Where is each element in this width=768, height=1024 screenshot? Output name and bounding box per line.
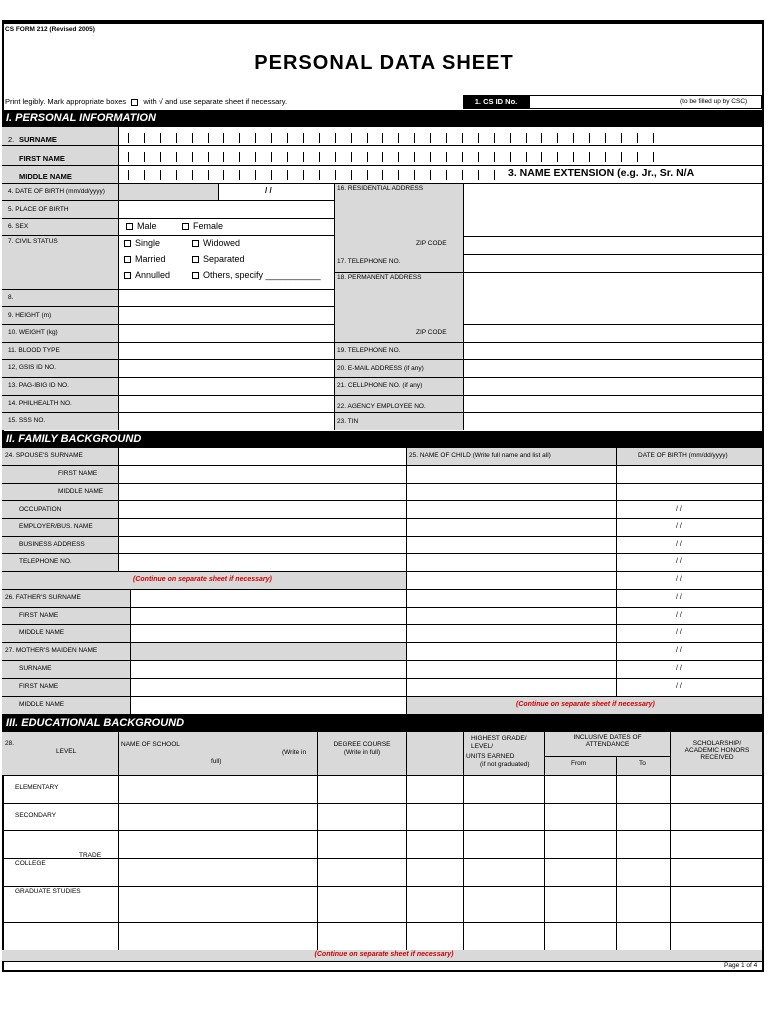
child-dob-header: DATE OF BIRTH (mm/dd/yyyy) bbox=[638, 452, 728, 459]
char-box-divider bbox=[144, 170, 145, 180]
char-box-divider bbox=[494, 152, 495, 162]
char-box-divider bbox=[128, 152, 129, 162]
page-number: Page 1 of 4 bbox=[724, 962, 758, 969]
page-title: PERSONAL DATA SHEET bbox=[254, 52, 514, 74]
char-box-divider bbox=[398, 152, 399, 162]
char-box-divider bbox=[271, 152, 272, 162]
char-box-divider bbox=[430, 152, 431, 162]
checkbox-icon[interactable] bbox=[124, 256, 131, 263]
instructions-prefix: Print legibly. Mark appropriate boxes bbox=[5, 97, 127, 106]
char-box-divider bbox=[192, 152, 193, 162]
char-box-divider bbox=[319, 133, 320, 143]
philhealth-label: 14. PHILHEALTH NO. bbox=[8, 400, 72, 407]
cs-married-option[interactable] bbox=[124, 254, 166, 264]
inclusive-dates-header: INCLUSIVE DATES OF ATTENDANCE bbox=[573, 734, 642, 748]
employer-label: EMPLOYER/BUS. NAME bbox=[19, 523, 93, 530]
grid-line bbox=[2, 589, 762, 590]
grid-line bbox=[544, 732, 545, 950]
char-box-divider bbox=[526, 133, 527, 143]
full-note: full) bbox=[211, 758, 222, 765]
level-header: LEVEL bbox=[56, 748, 77, 755]
char-box-divider bbox=[208, 133, 209, 143]
char-box-divider bbox=[494, 133, 495, 143]
char-box-divider bbox=[160, 133, 161, 143]
child-dob-value[interactable]: / / bbox=[676, 558, 682, 565]
char-box-divider bbox=[144, 152, 145, 162]
grid-line bbox=[2, 886, 762, 887]
grid-line bbox=[2, 803, 762, 804]
dob-label: 4. DATE OF BIRTH (mm/dd/yyyy) bbox=[8, 188, 105, 195]
char-box-divider bbox=[160, 170, 161, 180]
name-extension-value[interactable]: N/A bbox=[676, 167, 695, 179]
char-box-divider bbox=[367, 133, 368, 143]
cs-id-note: (to be filled up by CSC) bbox=[680, 98, 748, 105]
cs-annulled-label: Annulled bbox=[135, 270, 171, 280]
father-surname-label: 26. FATHER'S SURNAME bbox=[5, 594, 81, 601]
child-dob-value[interactable]: / / bbox=[676, 647, 682, 654]
char-box-divider bbox=[398, 133, 399, 143]
char-box-divider bbox=[510, 152, 511, 162]
char-box-divider bbox=[510, 133, 511, 143]
grid-line bbox=[2, 624, 762, 625]
char-box-divider bbox=[287, 170, 288, 180]
char-box-divider bbox=[303, 152, 304, 162]
first-name-label: FIRST NAME bbox=[19, 154, 65, 163]
char-box-divider bbox=[335, 170, 336, 180]
char-box-divider bbox=[541, 133, 542, 143]
grid-line bbox=[2, 571, 762, 572]
char-box-divider bbox=[573, 133, 574, 143]
char-box-divider bbox=[208, 170, 209, 180]
section-family-background: II. FAMILY BACKGROUND bbox=[2, 431, 762, 448]
grid-line bbox=[2, 642, 762, 643]
char-box-divider bbox=[446, 170, 447, 180]
spouse-telephone-label: TELEPHONE NO. bbox=[19, 558, 72, 565]
instructions bbox=[5, 97, 287, 106]
sss-label: 15. SSS NO. bbox=[8, 417, 46, 424]
char-box-divider bbox=[351, 133, 352, 143]
father-first-label: FIRST NAME bbox=[19, 612, 59, 619]
char-box-divider bbox=[589, 152, 590, 162]
level-secondary: SECONDARY bbox=[15, 812, 57, 819]
grid-line bbox=[2, 607, 762, 608]
res-address-label: 16. RESIDENTIAL ADDRESS bbox=[337, 185, 424, 192]
level-graduate: GRADUATE STUDIES bbox=[15, 888, 81, 895]
char-box-divider bbox=[462, 170, 463, 180]
checkbox-icon[interactable] bbox=[126, 223, 133, 230]
char-box-divider bbox=[414, 152, 415, 162]
char-box-divider bbox=[382, 152, 383, 162]
mother-maiden-label: 27. MOTHER'S MAIDEN NAME bbox=[5, 647, 98, 654]
degree-course-header: DEGREE COURSE bbox=[333, 741, 391, 748]
char-box-divider bbox=[176, 133, 177, 143]
char-box-divider bbox=[287, 152, 288, 162]
char-box-divider bbox=[414, 170, 415, 180]
highest-grade-header: HIGHEST GRADE/ bbox=[471, 735, 527, 742]
char-box-divider bbox=[239, 152, 240, 162]
personal-left-labels-bg bbox=[2, 184, 118, 430]
char-box-divider bbox=[446, 133, 447, 143]
grid-line bbox=[2, 660, 762, 661]
char-box-divider bbox=[462, 152, 463, 162]
char-box-divider bbox=[351, 170, 352, 180]
child-name-header: 25. NAME OF CHILD (Write full name and list all) bbox=[409, 452, 551, 459]
char-box-divider bbox=[303, 170, 304, 180]
child-dob-value[interactable]: / / bbox=[676, 612, 682, 619]
char-box-divider bbox=[367, 152, 368, 162]
gsis-label: 12, GSIS ID NO. bbox=[8, 364, 57, 371]
cs-widowed-label: Widowed bbox=[203, 238, 241, 248]
char-box-divider bbox=[367, 170, 368, 180]
year-graduated-header: YEAR GRADUATED bbox=[408, 727, 468, 734]
char-box-divider bbox=[271, 170, 272, 180]
grid-line bbox=[2, 536, 762, 537]
char-box-divider bbox=[239, 170, 240, 180]
grid-line bbox=[670, 732, 671, 950]
char-box-divider bbox=[255, 170, 256, 180]
cs-others-label: Others, specify ___________ bbox=[203, 270, 321, 280]
sex-male-label: Male bbox=[137, 221, 157, 231]
to-header: To bbox=[639, 760, 646, 767]
zip-code-label: ZIP CODE bbox=[416, 240, 447, 247]
checkbox-icon[interactable] bbox=[124, 240, 131, 247]
grid-line bbox=[2, 858, 762, 859]
instructions-suffix: and use separate sheet if necessary. bbox=[165, 97, 288, 106]
telephone17-label: 17. TELEPHONE NO. bbox=[337, 258, 401, 265]
char-box-divider bbox=[557, 133, 558, 143]
char-box-divider bbox=[223, 170, 224, 180]
char-box-divider bbox=[335, 133, 336, 143]
child-dob-value[interactable]: / / bbox=[676, 523, 682, 530]
cs-separated-option[interactable] bbox=[192, 254, 245, 264]
char-box-divider bbox=[605, 133, 606, 143]
cs-single-label: Single bbox=[135, 238, 161, 248]
char-box-divider bbox=[478, 170, 479, 180]
grid-line bbox=[2, 922, 762, 923]
num8-label: 8. bbox=[8, 294, 14, 301]
spouse-first-name-label: FIRST NAME bbox=[58, 470, 98, 477]
email-label: 20. E-MAIL ADDRESS (if any) bbox=[337, 365, 424, 372]
spouse-middle-name-label: MIDDLE NAME bbox=[58, 488, 104, 495]
cs-widowed-option[interactable] bbox=[192, 238, 240, 248]
char-box-divider bbox=[128, 170, 129, 180]
level-trade: TRADE bbox=[79, 852, 102, 859]
section-educational-background: III. EDUCATIONAL BACKGROUND bbox=[2, 715, 762, 732]
name-extension-label bbox=[508, 167, 694, 179]
grid-line bbox=[463, 732, 464, 950]
mother-first-label: FIRST NAME bbox=[19, 683, 59, 690]
char-box-divider bbox=[223, 152, 224, 162]
cs-id-label: 1. CS ID No. bbox=[463, 95, 529, 109]
char-box-divider bbox=[144, 133, 145, 143]
sex-male-option[interactable] bbox=[126, 221, 157, 231]
sex-female-option[interactable] bbox=[182, 221, 223, 231]
zip-code2-label: ZIP CODE bbox=[416, 329, 447, 336]
level-elementary: ELEMENTARY bbox=[15, 784, 59, 791]
char-box-divider bbox=[192, 133, 193, 143]
char-box-divider bbox=[478, 133, 479, 143]
char-box-divider bbox=[653, 152, 654, 162]
checkbox-icon[interactable] bbox=[192, 272, 199, 279]
cs-separated-label: Separated bbox=[203, 254, 245, 264]
height-label: 9. HEIGHT (m) bbox=[8, 312, 52, 319]
tin-label: 23. TIN bbox=[337, 418, 359, 425]
child-dob-value[interactable]: / / bbox=[676, 541, 682, 548]
char-box-divider bbox=[430, 170, 431, 180]
grid-line bbox=[2, 518, 762, 519]
char-box-divider bbox=[526, 152, 527, 162]
sex-female-label: Female bbox=[193, 221, 224, 231]
grid-line bbox=[406, 732, 407, 950]
char-box-divider bbox=[398, 170, 399, 180]
char-box-divider bbox=[621, 133, 622, 143]
cs-married-label: Married bbox=[135, 254, 166, 264]
char-box-divider bbox=[605, 152, 606, 162]
char-box-divider bbox=[382, 170, 383, 180]
char-box-divider bbox=[223, 133, 224, 143]
num28-label: 28. bbox=[5, 740, 15, 747]
section-personal-information: I. PERSONAL INFORMATION bbox=[2, 110, 762, 127]
dob-value[interactable]: / / bbox=[265, 186, 272, 195]
degree-write-note: (Write in full) bbox=[343, 749, 381, 756]
highest-level-header: LEVEL/ bbox=[471, 743, 494, 750]
occupation-label: OCCUPATION bbox=[19, 506, 62, 513]
checkbox-icon[interactable] bbox=[192, 256, 199, 263]
checkbox-icon[interactable] bbox=[182, 223, 189, 230]
grid-line bbox=[118, 732, 119, 950]
telephone19-label: 19. TELEPHONE NO. bbox=[337, 347, 401, 354]
checkbox-icon[interactable] bbox=[124, 272, 131, 279]
grid-line bbox=[2, 696, 762, 697]
units-earned-header: UNITS EARNED bbox=[466, 753, 515, 760]
middle-name-label: MIDDLE NAME bbox=[19, 172, 72, 181]
name-extension-text: 3. NAME EXTENSION (e.g. Jr., Sr. bbox=[508, 167, 674, 179]
char-box-divider bbox=[382, 133, 383, 143]
char-box-divider bbox=[255, 133, 256, 143]
char-box-divider bbox=[351, 152, 352, 162]
char-box-divider bbox=[303, 133, 304, 143]
from-header: From bbox=[571, 760, 587, 767]
char-box-divider bbox=[192, 170, 193, 180]
continue-education-note: (Continue on separate sheet if necessary) bbox=[314, 951, 454, 958]
mother-maiden-bg bbox=[130, 642, 406, 660]
child-dob-value[interactable]: / / bbox=[676, 683, 682, 690]
grid-line bbox=[317, 732, 318, 950]
grid-line bbox=[2, 500, 762, 501]
mother-middle-label: MIDDLE NAME bbox=[19, 701, 65, 708]
cellphone-label: 21. CELLPHONE NO. (if any) bbox=[337, 382, 423, 389]
sex-label: 6. SEX bbox=[8, 223, 29, 230]
agency-emp-label: 22. AGENCY EMPLOYEE NO. bbox=[337, 403, 426, 410]
grid-line bbox=[2, 553, 762, 554]
char-box-divider bbox=[176, 152, 177, 162]
grid-line bbox=[2, 775, 762, 776]
grid-line bbox=[2, 830, 762, 831]
checkbox-icon[interactable] bbox=[192, 240, 199, 247]
char-box-divider bbox=[208, 152, 209, 162]
write-in-note: (Write in bbox=[282, 749, 307, 756]
char-box-divider bbox=[160, 152, 161, 162]
num2-label: 2. bbox=[8, 135, 15, 144]
char-box-divider bbox=[287, 133, 288, 143]
char-box-divider bbox=[653, 133, 654, 143]
dob-label-extend bbox=[118, 184, 218, 200]
checkbox-sample-icon bbox=[131, 99, 138, 106]
child-dob-value[interactable]: / / bbox=[676, 629, 682, 636]
blood-type-label: 11. BLOOD TYPE bbox=[8, 347, 60, 354]
civil-status-label: 7. CIVIL STATUS bbox=[8, 238, 58, 245]
grid-line bbox=[2, 465, 762, 466]
char-box-divider bbox=[271, 133, 272, 143]
pagibig-label: 13. PAG-IBIG ID NO. bbox=[8, 382, 69, 389]
char-box-divider bbox=[446, 152, 447, 162]
scholarship-header: SCHOLARSHIP/ ACADEMIC HONORS RECEIVED bbox=[684, 740, 750, 761]
spouse-surname-label: 24. SPOUSE'S SURNAME bbox=[5, 452, 83, 459]
if-not-grad-header: (if not graduated) bbox=[480, 761, 530, 768]
child-dob-value[interactable]: / / bbox=[676, 665, 682, 672]
char-box-divider bbox=[573, 152, 574, 162]
char-box-divider bbox=[478, 152, 479, 162]
char-box-divider bbox=[541, 152, 542, 162]
char-box-divider bbox=[637, 152, 638, 162]
char-box-divider bbox=[430, 133, 431, 143]
grid-line bbox=[2, 961, 762, 962]
char-box-divider bbox=[462, 133, 463, 143]
instructions-with: with bbox=[143, 97, 157, 106]
checkmark-icon: √ bbox=[158, 97, 163, 106]
cs-others-option[interactable] bbox=[192, 270, 321, 280]
char-box-divider bbox=[414, 133, 415, 143]
char-box-divider bbox=[319, 152, 320, 162]
char-box-divider bbox=[557, 152, 558, 162]
grid-line bbox=[544, 756, 670, 757]
char-box-divider bbox=[176, 170, 177, 180]
school-name-header: NAME OF SCHOOL bbox=[121, 741, 180, 748]
char-box-divider bbox=[319, 170, 320, 180]
perm-address-label: 18. PERMANENT ADDRESS bbox=[337, 274, 422, 281]
grid-line bbox=[2, 678, 762, 679]
char-box-divider bbox=[637, 133, 638, 143]
char-box-divider bbox=[589, 133, 590, 143]
continue-left-note: (Continue on separate sheet if necessary) bbox=[133, 576, 272, 583]
level-college: COLLEGE bbox=[15, 860, 46, 867]
form-code: CS FORM 212 (Revised 2005) bbox=[5, 26, 95, 33]
mother-surname-label: SURNAME bbox=[19, 665, 52, 672]
continue-right-note: (Continue on separate sheet if necessary) bbox=[516, 701, 655, 708]
father-middle-label: MIDDLE NAME bbox=[19, 629, 65, 636]
char-box-divider bbox=[255, 152, 256, 162]
char-box-divider bbox=[621, 152, 622, 162]
cs-annulled-option[interactable] bbox=[124, 270, 170, 280]
child-dob-value[interactable]: / / bbox=[676, 506, 682, 513]
weight-label: 10. WEIGHT (kg) bbox=[8, 329, 58, 336]
char-box-divider bbox=[494, 170, 495, 180]
child-dob-value[interactable]: / / bbox=[676, 576, 682, 583]
child-dob-value[interactable]: / / bbox=[676, 594, 682, 601]
business-address-label: BUSINESS ADDRESS bbox=[19, 541, 85, 548]
grid-line bbox=[2, 483, 762, 484]
char-box-divider bbox=[128, 133, 129, 143]
grid-line bbox=[616, 756, 617, 950]
cs-single-option[interactable] bbox=[124, 238, 160, 248]
place-of-birth-label: 5. PLACE OF BIRTH bbox=[8, 206, 69, 213]
char-box-divider bbox=[335, 152, 336, 162]
surname-label: SURNAME bbox=[19, 135, 57, 144]
char-box-divider bbox=[239, 133, 240, 143]
